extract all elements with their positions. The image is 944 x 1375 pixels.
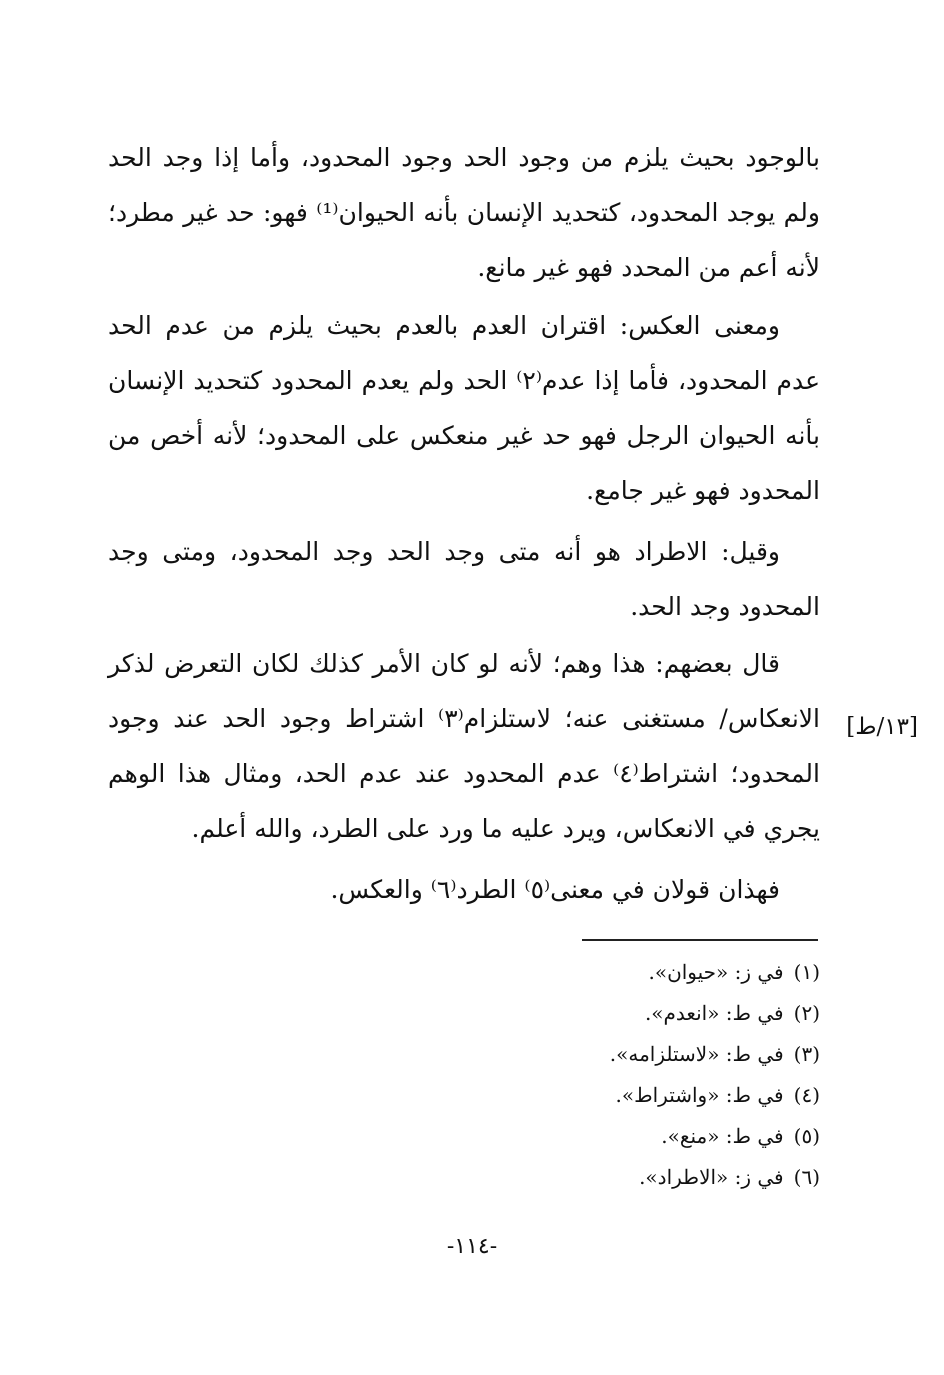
footnote-separator bbox=[582, 939, 818, 941]
footnote-item bbox=[480, 1116, 820, 1157]
paragraph-2: ومعنى العكس: اقتران العدم بالعدم بحيث يلزم من عدم الحد عدم المحدود، فأما إذا عدم⁽٢⁾ الحد ولم يعدم المحدود كتحديد الإنسان بأنه الحيوان الرجل فهو حد غير منعكس على المحدود؛ لأنه أخص من المحدود فهو غير جامع. bbox=[108, 311, 820, 505]
footnote-item bbox=[480, 1075, 820, 1116]
paragraph-5: فهذان قولان في معنى⁽٥⁾ الطرد⁽٦⁾ والعكس. bbox=[330, 875, 780, 904]
paragraph-1: بالوجود بحيث يلزم من وجود الحد وجود المحدود، وأما إذا وجد الحد ولم يوجد المحدود، كتحديد الإنسان بأنه الحيوان⁽¹⁾ فهو: حد غير مطرد؛ لأنه أعم من المحدد فهو غير مانع. bbox=[108, 143, 820, 282]
footnote-number: (٤) bbox=[793, 1083, 820, 1107]
footnote-text: في ط: «لاستلزامه». bbox=[609, 1042, 784, 1066]
footnote-item bbox=[480, 952, 820, 993]
footnote-number: (٥) bbox=[793, 1124, 820, 1148]
footnote-item bbox=[480, 993, 820, 1034]
footnote-text: في ز: «الاطراد». bbox=[639, 1165, 784, 1189]
paragraph-4: قال بعضهم: هذا وهم؛ لأنه لو كان الأمر كذلك لكان التعرض لذكر الانعكاس/ مستغنى عنه؛ لاستلزام⁽٣⁾ اشتراط وجود الحد عند وجود المحدود؛ اشتراط⁽٤⁾ عدم المحدود عند عدم الحد، ومثال هذا الوهم يجري في الانعكاس، ويرد عليه ما ورد على الطرد، والله أعلم. bbox=[108, 649, 820, 843]
footnote-text: في ط: «منع». bbox=[661, 1124, 784, 1148]
footnote-number: (١) bbox=[793, 960, 820, 984]
footnote-number: (٣) bbox=[793, 1042, 820, 1066]
footnote-item bbox=[480, 1157, 820, 1198]
margin-manuscript-note: [١٣/ط] bbox=[846, 714, 918, 740]
footnote-text: في ط: «انعدم». bbox=[644, 1001, 784, 1025]
footnote-number: (٦) bbox=[793, 1165, 820, 1189]
paragraph-3: وقيل: الاطراد هو أنه متى وجد الحد وجد المحدود، ومتى وجد المحدود وجد الحد. bbox=[108, 537, 820, 621]
footnote-number: (٢) bbox=[793, 1001, 820, 1025]
footnote-text: في ز: «حيوان». bbox=[648, 960, 784, 984]
page-number: -١١٤- bbox=[446, 1234, 498, 1259]
footnote-text: في ط: «واشتراط». bbox=[615, 1083, 784, 1107]
footnote-item bbox=[480, 1034, 820, 1075]
footnotes-list bbox=[480, 952, 820, 1198]
